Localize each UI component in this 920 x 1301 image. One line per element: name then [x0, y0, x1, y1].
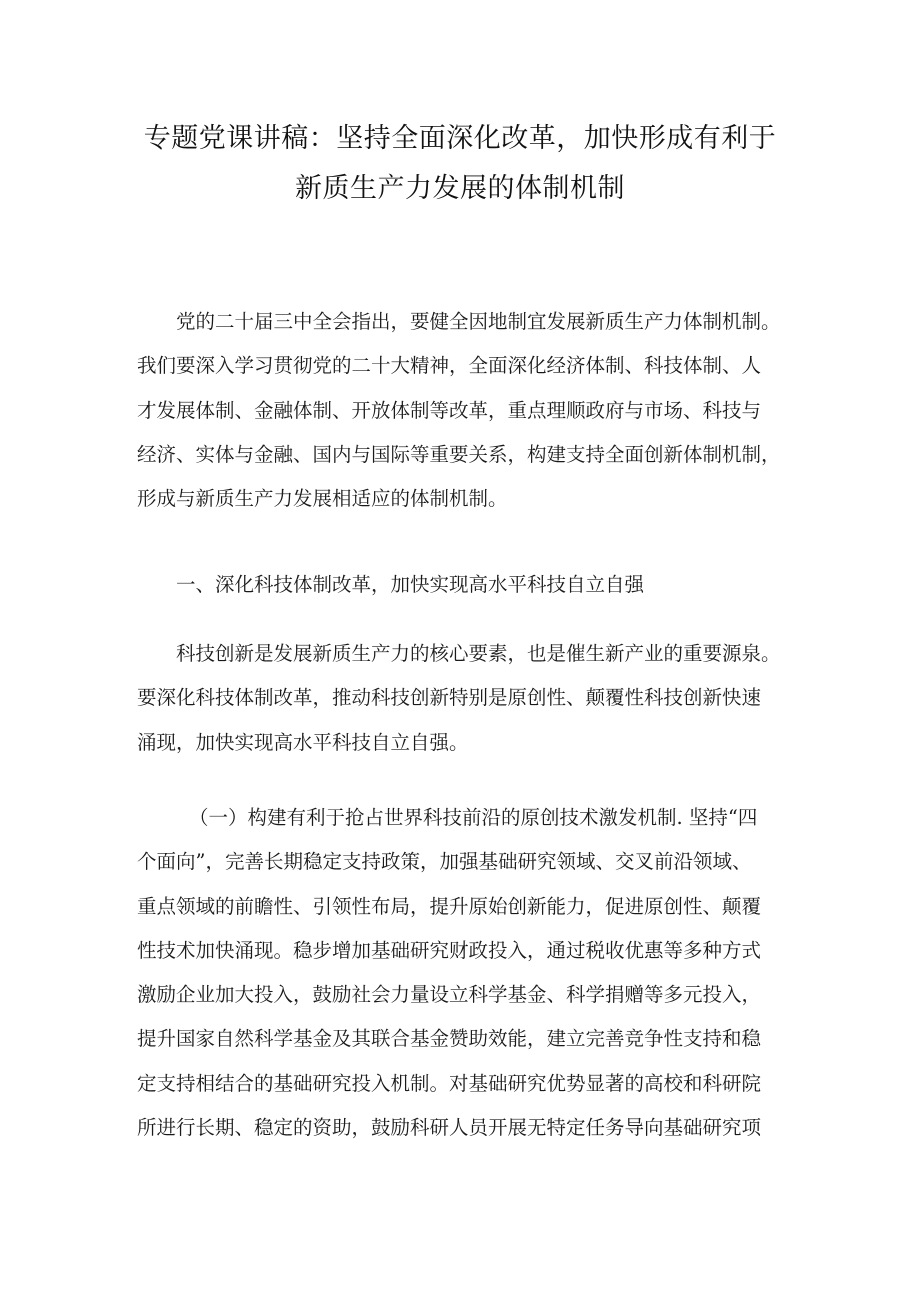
document-title-line-2: 新质生产力发展的体制机制 [295, 173, 625, 204]
section-heading-1 [137, 563, 793, 607]
paragraph-line: 涌现，加快实现高水平科技自立自强。 [137, 730, 469, 754]
paragraph-line: 性技术加快涌现。稳步增加基础研究财政投入，通过税收优惠等多种方式 [137, 938, 762, 962]
paragraph-line: 重点领域的前瞻性、引领性布局，提升原始创新能力，促进原创性、颠覆 [137, 894, 762, 918]
paragraph-line: 经济、实体与金融、国内与国际等重要关系，构建支持全面创新体制机制， [137, 442, 781, 466]
paragraph-line: （一）构建有利于抢占世界科技前沿的原创技术激发机制. 坚持“四 [189, 806, 758, 829]
paragraph-line: 提升国家自然科学基金及其联合基金赞助效能，建立完善竞争性支持和稳 [137, 1027, 762, 1051]
paragraph-line: 才发展体制、金融体制、开放体制等改革，重点理顺政府与市场、科技与 [137, 398, 762, 422]
paragraph-line: 个面向”，完善长期稳定支持政策，加强基础研究领域、交叉前沿领域、 [137, 850, 752, 874]
paragraph-intro [137, 300, 793, 521]
document-title-line-1: 专题党课讲稿：坚持全面深化改革，加快形成有利于 [143, 123, 777, 154]
paragraph-line: 科技创新是发展新质生产力的核心要素，也是催生新产业的重要源泉。 [176, 642, 781, 665]
paragraph-line: 形成与新质生产力发展相适应的体制机制。 [137, 487, 508, 511]
paragraph-tech-innovation [137, 632, 793, 765]
paragraph-line: 所进行长期、稳定的资助，鼓励科研人员开展无特定任务导向基础研究项 [137, 1116, 762, 1140]
paragraph-line: 党的二十届三中全会指出，要健全因地制宜发展新质生产力体制机制。 [176, 310, 781, 333]
section-heading-text: 一、深化科技体制改革，加快实现高水平科技自立自强 [176, 573, 645, 596]
paragraph-line: 我们要深入学习贯彻党的二十大精神，全面深化经济体制、科技体制、人 [137, 354, 762, 378]
paragraph-line: 激励企业加大投入，鼓励社会力量设立科学基金、科学捐赠等多元投入， [137, 983, 762, 1007]
paragraph-line: 要深化科技体制改革，推动科技创新特别是原创性、颠覆性科技创新快速 [137, 686, 762, 710]
paragraph-subsection-1 [137, 796, 793, 1150]
paragraph-line: 定支持相结合的基础研究投入机制。对基础研究优势显著的高校和科研院 [137, 1071, 762, 1095]
